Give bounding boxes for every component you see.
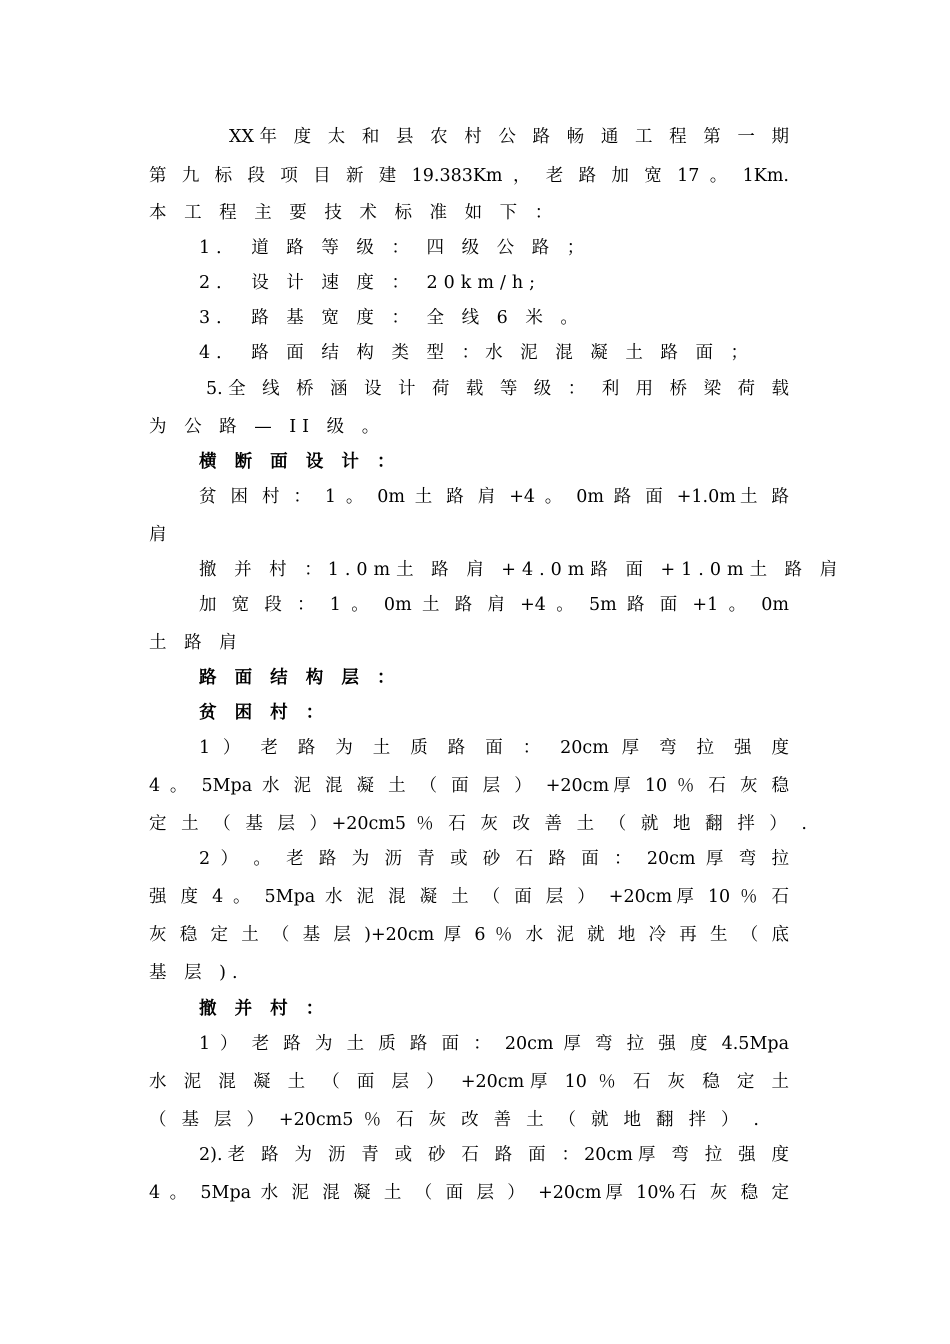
paragraph-line: 2 ） 。 老 路 为 沥 青 或 砂 石 路 面 ： 20cm 厚 弯 拉 xyxy=(199,849,789,869)
paragraph-line: 灰 稳 定 土 （ 基 层 )+20cm 厚 6 ％ 水 泥 就 地 冷 再 生 （ 底 xyxy=(149,925,789,945)
paragraph-line: 第 九 标 段 项 目 新 建 19.383Km ， 老 路 加 宽 17 。 1Km. xyxy=(149,166,789,186)
section-heading: 横 断 面 设 计 ： xyxy=(199,452,401,472)
paragraph-line: 撤 并 村 ：1.0m土 路 肩 +4.0m路 面 +1.0m土 路 肩 xyxy=(199,560,844,580)
paragraph-line: 2).老 路 为 沥 青 或 砂 石 路 面 ：20cm厚 弯 拉 强 度 xyxy=(199,1145,789,1165)
paragraph-line: 4 。 5Mpa 水 泥 混 凝 土 （ 面 层 ） +20cm厚 10 ％ 石 灰 稳 xyxy=(149,776,789,796)
paragraph-line: 土 路 肩 xyxy=(149,633,243,653)
list-item: 3． 路 基 宽 度 ： 全 线 6 米 。 xyxy=(199,308,584,328)
paragraph-line: 1 ） 老 路 为 土 质 路 面 ： 20cm 厚 弯 拉 强 度 xyxy=(199,738,789,758)
paragraph-line: XX年 度 太 和 县 农 村 公 路 畅 通 工 程 第 一 期 xyxy=(229,127,789,147)
paragraph-line: （ 基 层 ） +20cm5 ％ 石 灰 改 善 土 （ 就 地 翻 拌 ） . xyxy=(149,1110,759,1130)
list-item: 5.全 线 桥 涵 设 计 荷 载 等 级 ： 利 用 桥 梁 荷 载 xyxy=(206,379,789,399)
paragraph-line: 定 土 （ 基 层 ）+20cm5 ％ 石 灰 改 善 土 （ 就 地 翻 拌 ） . xyxy=(149,814,807,834)
list-item: 1． 道 路 等 级 ： 四 级 公 路 ； xyxy=(199,238,591,258)
subsection-heading: 贫 困 村 ： xyxy=(199,703,330,723)
paragraph-line: 水 泥 混 凝 土 （ 面 层 ） +20cm厚 10 ％ 石 灰 稳 定 土 xyxy=(149,1072,789,1092)
paragraph-line: 强 度 4 。 5Mpa 水 泥 混 凝 土 （ 面 层 ） +20cm厚 10 ％ 石 xyxy=(149,887,789,907)
paragraph-line: 贫 困 村 ： 1 。 0m 土 路 肩 +4 。 0m 路 面 +1.0m土 路 xyxy=(199,487,789,507)
paragraph-line: 基 层 ). xyxy=(149,963,244,983)
section-heading: 路 面 结 构 层 ： xyxy=(199,668,401,688)
paragraph-line: 加 宽 段 ： 1 。 0m 土 路 肩 +4 。 5m 路 面 +1 。 0m xyxy=(199,595,789,615)
subsection-heading: 撤 并 村 ： xyxy=(199,999,330,1019)
paragraph-line: 4 。 5Mpa 水 泥 混 凝 土 （ 面 层 ） +20cm厚 10%石 灰 稳 定 xyxy=(149,1183,789,1203)
list-item: 4． 路 面 结 构 类 型 ：水 泥 混 凝 土 路 面 ； xyxy=(199,343,755,363)
paragraph-line: 为 公 路 — II 级 。 xyxy=(149,417,386,437)
paragraph-line: 1 ） 老 路 为 土 质 路 面 ： 20cm 厚 弯 拉 强 度 4.5Mpa xyxy=(199,1034,789,1054)
paragraph-line: 肩 xyxy=(149,525,167,545)
paragraph-line: 本 工 程 主 要 技 术 标 准 如 下 ： xyxy=(149,203,559,223)
list-item: 2． 设 计 速 度 ： 20km/h; xyxy=(199,273,542,293)
